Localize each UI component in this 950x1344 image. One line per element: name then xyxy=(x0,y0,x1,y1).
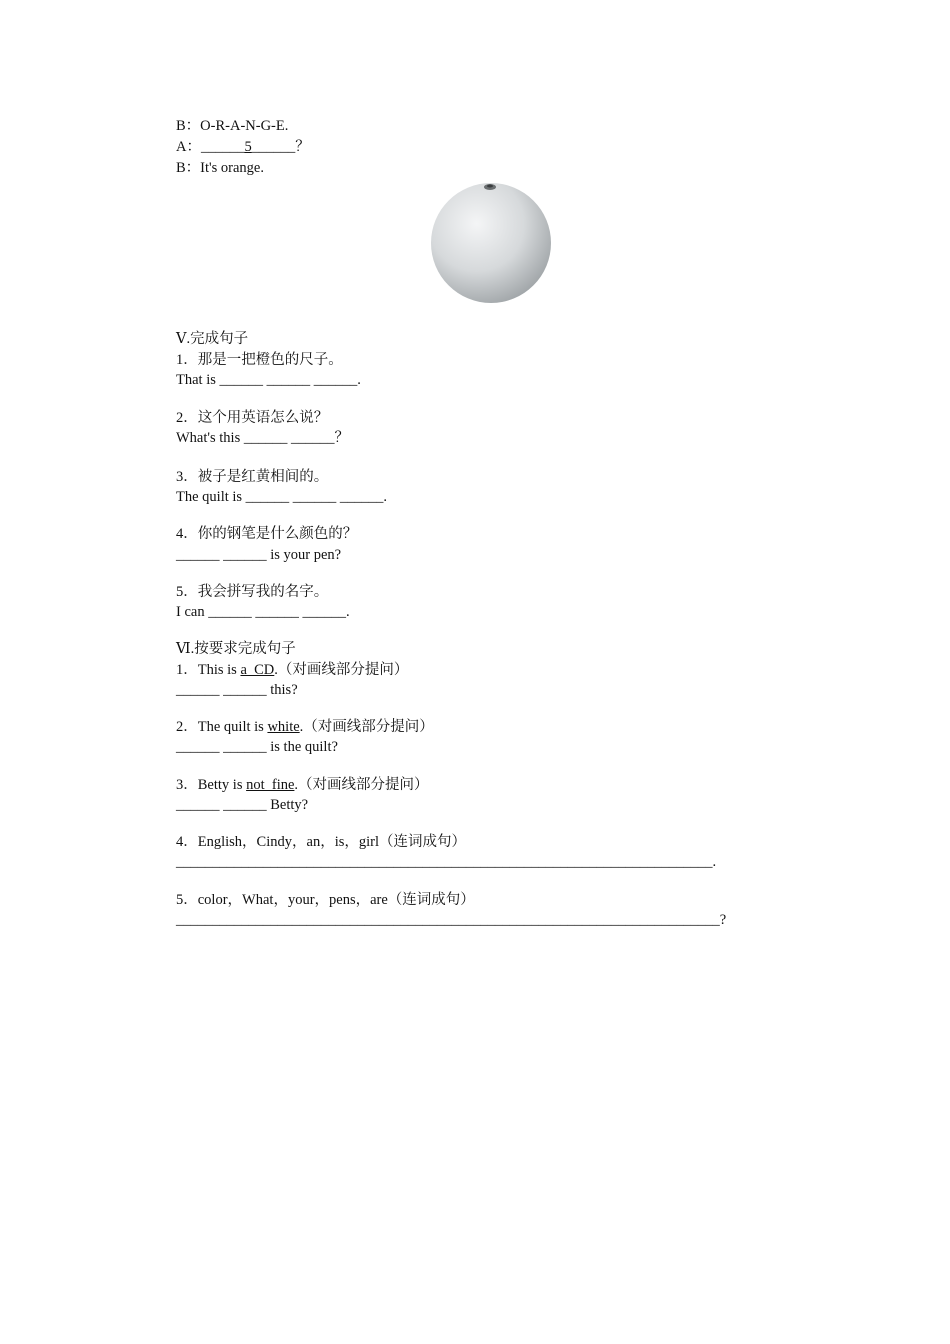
section5-q5-cn: 5．我会拼写我的名字。 xyxy=(176,584,329,600)
section6-q1-post: .（对画线部分提问） xyxy=(274,662,409,678)
dialogue-a-number: 5 xyxy=(244,139,252,155)
section6-q3-pre: 3．Betty is xyxy=(176,777,247,793)
section5-q2-en: What's this ______ ______？ xyxy=(176,430,349,446)
dialogue-a-blank-left: ______ xyxy=(200,139,245,155)
section6-q3-answer: ______ ______ Betty? xyxy=(176,797,309,813)
section6-q1-pre: 1．This is xyxy=(176,662,241,678)
dialogue-b1: B：O-R-A-N-G-E. xyxy=(176,118,289,134)
section6-q3-post: .（对画线部分提问） xyxy=(294,777,429,793)
section5-q4-en: ______ ______ is your pen? xyxy=(176,547,342,563)
section5-q4-cn: 4．你的钢笔是什么颜色的？ xyxy=(176,526,358,542)
dialogue-b2: B：It's orange. xyxy=(176,160,264,176)
dialogue-a-prefix: A： xyxy=(176,139,201,155)
section5-q5-en: I can ______ ______ ______. xyxy=(176,604,350,620)
section5-heading: Ⅴ.完成句子 xyxy=(176,331,249,347)
section6-heading: Ⅵ.按要求完成句子 xyxy=(176,641,296,657)
section5-q1-en: That is ______ ______ ______. xyxy=(176,372,361,388)
dialogue-a-blank-right: ______ xyxy=(251,139,296,155)
section6-q4: 4．English，Cindy，an，is，girl（连词成句） xyxy=(176,834,466,850)
section6-q1 xyxy=(176,661,408,679)
section6-q2 xyxy=(176,718,434,736)
dialogue-a-end: ？ xyxy=(295,139,310,155)
section5-q2-cn: 2．这个用英语怎么说？ xyxy=(176,410,329,426)
section6-q1-answer: ______ ______ this? xyxy=(176,682,298,698)
section5-q1-cn: 1．那是一把橙色的尺子。 xyxy=(176,352,343,368)
section6-q5: 5．color，What，your，pens，are（连词成句） xyxy=(176,892,475,908)
section6-q5-answer: ___________________________________________________________________________? xyxy=(176,912,727,928)
section6-q3-underlined: not fine xyxy=(246,777,295,793)
section5-q3-cn: 3．被子是红黄相间的。 xyxy=(176,469,329,485)
section6-q2-answer: ______ ______ is the quilt? xyxy=(176,739,338,755)
section6-q2-underlined: white xyxy=(267,719,300,735)
section6-q2-post: .（对画线部分提问） xyxy=(299,719,434,735)
section6-q2-pre: 2．The quilt is xyxy=(176,719,268,735)
section5-q3-en: The quilt is ______ ______ ______. xyxy=(176,489,388,505)
orange-fruit-image xyxy=(430,180,552,304)
section6-q3 xyxy=(176,776,429,794)
section6-q4-answer: __________________________________________________________________________. xyxy=(176,854,717,870)
dialogue-a xyxy=(176,138,310,156)
section6-q1-underlined: a CD xyxy=(240,662,275,678)
